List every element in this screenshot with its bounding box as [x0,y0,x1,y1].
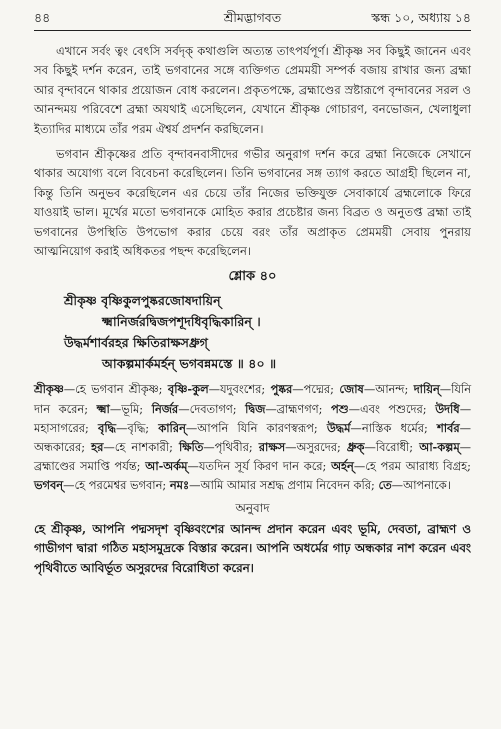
synonym-word: উদ্ধর্ম [326,420,351,435]
synonym-meaning: আনন্দ; [375,382,409,397]
synonym-word: জোষ [339,382,364,397]
synonym-word: আ-অর্কম্ [145,459,188,474]
synonym-meaning: এবং পশুদের; [359,401,427,416]
synonym-word: অর্হন্ [331,459,354,474]
synonym-meaning: হে নাশকারী; [114,440,173,455]
page-number: ৪৪ [34,10,51,25]
synonym-word: ক্ষিতি [178,440,204,455]
synonym-meaning: যদুবংশের; [219,382,266,397]
synonym-word: শার্বর [437,420,460,435]
synonym-word: উদধি [435,401,460,416]
synonym-word: দায়িন্ [413,382,440,397]
header-rule [34,30,471,31]
synonym-meaning: অসুরদের; [296,440,341,455]
synonym-meaning: মহাসাগরের; [34,420,89,435]
translation-text: হে শ্রীকৃষ্ণ, আপনি পদ্মসদৃশ বৃষ্ণিবংশের আনন্দ প্রদান করেন এবং ভূমি, দেবতা, ব্রাহ্মণ ও গাভীগণ দ্বারা গঠিত মহাসমুদ্রকে বিস্তার করেন। আপনি অধর্মের গাঢ় অন্ধকার নাশ করেন এবং পৃথিবীতে আবির্ভূত অসুরদের বিরোধিতা করেন। [34,521,471,575]
synonym-word: নমঃ [169,478,190,493]
synonym-meaning: বৃদ্ধি; [127,420,150,435]
synonym-word: দ্বিজ [245,401,266,416]
synonym-word: হর [91,440,104,455]
synonym-meaning: বিরোধী; [375,440,414,455]
synonym-word: ধ্রুক্ [346,440,365,455]
synonym-meaning: যতদিন সূর্য কিরণ দান করে; [198,459,327,474]
verse-line: শ্রীকৃষ্ণ বৃষ্ণিকুলপুষ্করজোষদায়িন্ [64,293,221,309]
synonym-word: শ্রীকৃষ্ণ [34,382,64,397]
synonym-meaning: আমি আমার সশ্রদ্ধ প্রণাম নিবেদন করি; [200,478,375,493]
translation-heading: অনুবাদ [235,500,270,515]
synonym-meaning: আপনি যিনি কারণস্বরূপ; [197,420,318,435]
synonym-meaning: যিনি দান করেন; [34,382,472,416]
synonym-meaning: অন্ধকারের; [34,440,86,455]
verse-text [34,290,471,374]
synonym-meaning: হে পরমেশ্বর ভগবান; [74,478,167,493]
verse-line: উদ্ধর্মশার্বরহর ক্ষিতিরাক্ষসধ্রুগ্ [64,335,208,351]
synonym-word: ক্ষ্মা [96,401,110,416]
synonym-meaning: ব্রহ্মাণ্ডের সমাপ্তি পর্যন্ত; [34,459,141,474]
synonym-meaning: পৃথিবীর; [214,440,253,455]
synonym-word: বৃষ্ণি-কুল [167,382,209,397]
purport-paragraph: ভগবান শ্রীকৃষ্ণের প্রতি বৃন্দাবনবাসীদের গভীর অনুরাগ দর্শন করে ব্রহ্মা নিজেকে সেখানে থাকার অযোগ্য বলে বিবেচনা করেছিলেন। তিনি ভগবানের সঙ্গ ত্যাগ করতে আগ্রহী ছিলেন না, কিন্তু তিনি অনুভব করেছিলেন এর চেয়ে তাঁর নিজের ভক্তিযুক্ত সেবাকার্যে ব্রহ্মলোকে ফিরে যাওয়াই ভাল। মূর্খের মতো ভগবানকে মোহিত করার প্রচেষ্টার জন্য বিব্রত ও অনুতপ্ত ব্রহ্মা তাই ভগবানের উপস্থিতি উপভোগ করার চেয়ে বরং তাঁর অপ্রাকৃত প্রেমময়ী সেবায় পুনরায় আত্মনিয়োগ করাই অধিকতর পছন্দ করেছিলেন। [34,147,471,259]
synonym-word: কারিন্ [158,420,186,435]
synonym-word: নির্জর [151,401,179,416]
synonym-meaning: ব্রাহ্মণগণ; [276,401,323,416]
verse-heading: শ্লোক ৪০ [228,269,277,285]
synonym-meaning: পদ্মের; [303,382,334,397]
synonym-word: পুষ্কর [270,382,293,397]
word-for-word-synonyms: শ্রীকৃষ্ণ—হে ভগবান শ্রীকৃষ্ণ; বৃষ্ণি-কুল—যদুবংশের; পুষ্কর—পদ্মের; জোষ—আনন্দ; দায়িন্—যিনি দান করেন; ক্ষ্মা—ভূমি; নির্জর—দেবতাগণ; দ্বিজ—ব্রাহ্মণগণ; পশু—এবং পশুদের; উদধি—মহাসাগরের; বৃদ্ধি—বৃদ্ধি; কারিন্—আপনি যিনি কারণস্বরূপ; উদ্ধর্ম—নাস্তিক ধর্মের; শার্বর—অন্ধকারের; হর—হে নাশকারী; ক্ষিতি—পৃথিবীর; রাক্ষস—অসুরদের; ধ্রুক্—বিরোধী; আ-কল্পম্—ব্রহ্মাণ্ডের সমাপ্তি পর্যন্ত; আ-অর্কম্—যতদিন সূর্য কিরণ দান করে; অর্হন্—হে পরম আরাধ্য বিগ্রহ; ভগবন্—হে পরমেশ্বর ভগবান; নমঃ—আমি আমার সশ্রদ্ধ প্রণাম নিবেদন করি; তে—আপনাকে। [34,382,472,493]
synonym-word: পশু [331,401,349,416]
synonym-word: আ-কল্পম্ [419,440,460,455]
page-body [34,42,471,578]
page-header [34,10,471,30]
synonym-meaning: ভূমি; [121,401,144,416]
synonym-meaning: দেবতাগণ; [189,401,237,416]
running-title: শ্রীমদ্ভাগবত [223,10,282,25]
synonym-meaning: হে পরম আরাধ্য বিগ্রহ; [365,459,471,474]
verse-line: ক্ষ্মানির্জরদ্বিজপশূদধিবৃদ্ধিকারিন্ । [102,314,261,330]
synonym-meaning: হে ভগবান শ্রীকৃষ্ণ; [75,382,163,397]
purport-paragraph: এখানে সর্বং ত্বং বেৎসি সর্বদৃক্ কথাগুলি অত্যন্ত তাৎপর্যপূর্ণ। শ্রীকৃষ্ণ সব কিছুই জানেন এবং সব কিছুই দর্শন করেন, তাই ভগবানের সঙ্গে ব্যক্তিগত প্রেমময়ী সম্পর্ক বজায় রাখার জন্য ব্রহ্মা আর বৃন্দাবনে থাকার প্রয়োজন বোধ করলেন। প্রকৃতপক্ষে, ব্রহ্মাণ্ডের স্রষ্টারূপে বৃন্দাবনের সরল ও আনন্দময় পরিবেশে ব্রহ্মা অযথাই এসেছিলেন, যেখানে শ্রীকৃষ্ণ গোচারণ, বনভোজন, খেলাধুলা ইত্যাদির মাধ্যমে তাঁর পরম ঐশ্বর্য প্রদর্শন করছিলেন। [34,44,471,136]
synonym-word: রাক্ষস [258,440,286,455]
synonym-word: বৃদ্ধি [98,420,116,435]
verse-line: আকল্পমার্কমর্হন্ ভগবন্নমস্তে ॥ ৪০ ॥ [102,356,277,372]
synonym-word: তে [378,478,392,493]
synonym-word: ভগবন্ [34,478,64,493]
synonym-meaning: নাস্তিক ধর্মের; [361,420,428,435]
canto-chapter-label: স্কন্ধ ১০, অধ্যায় ১৪ [371,10,471,25]
synonym-meaning: আপনাকে। [403,478,451,493]
